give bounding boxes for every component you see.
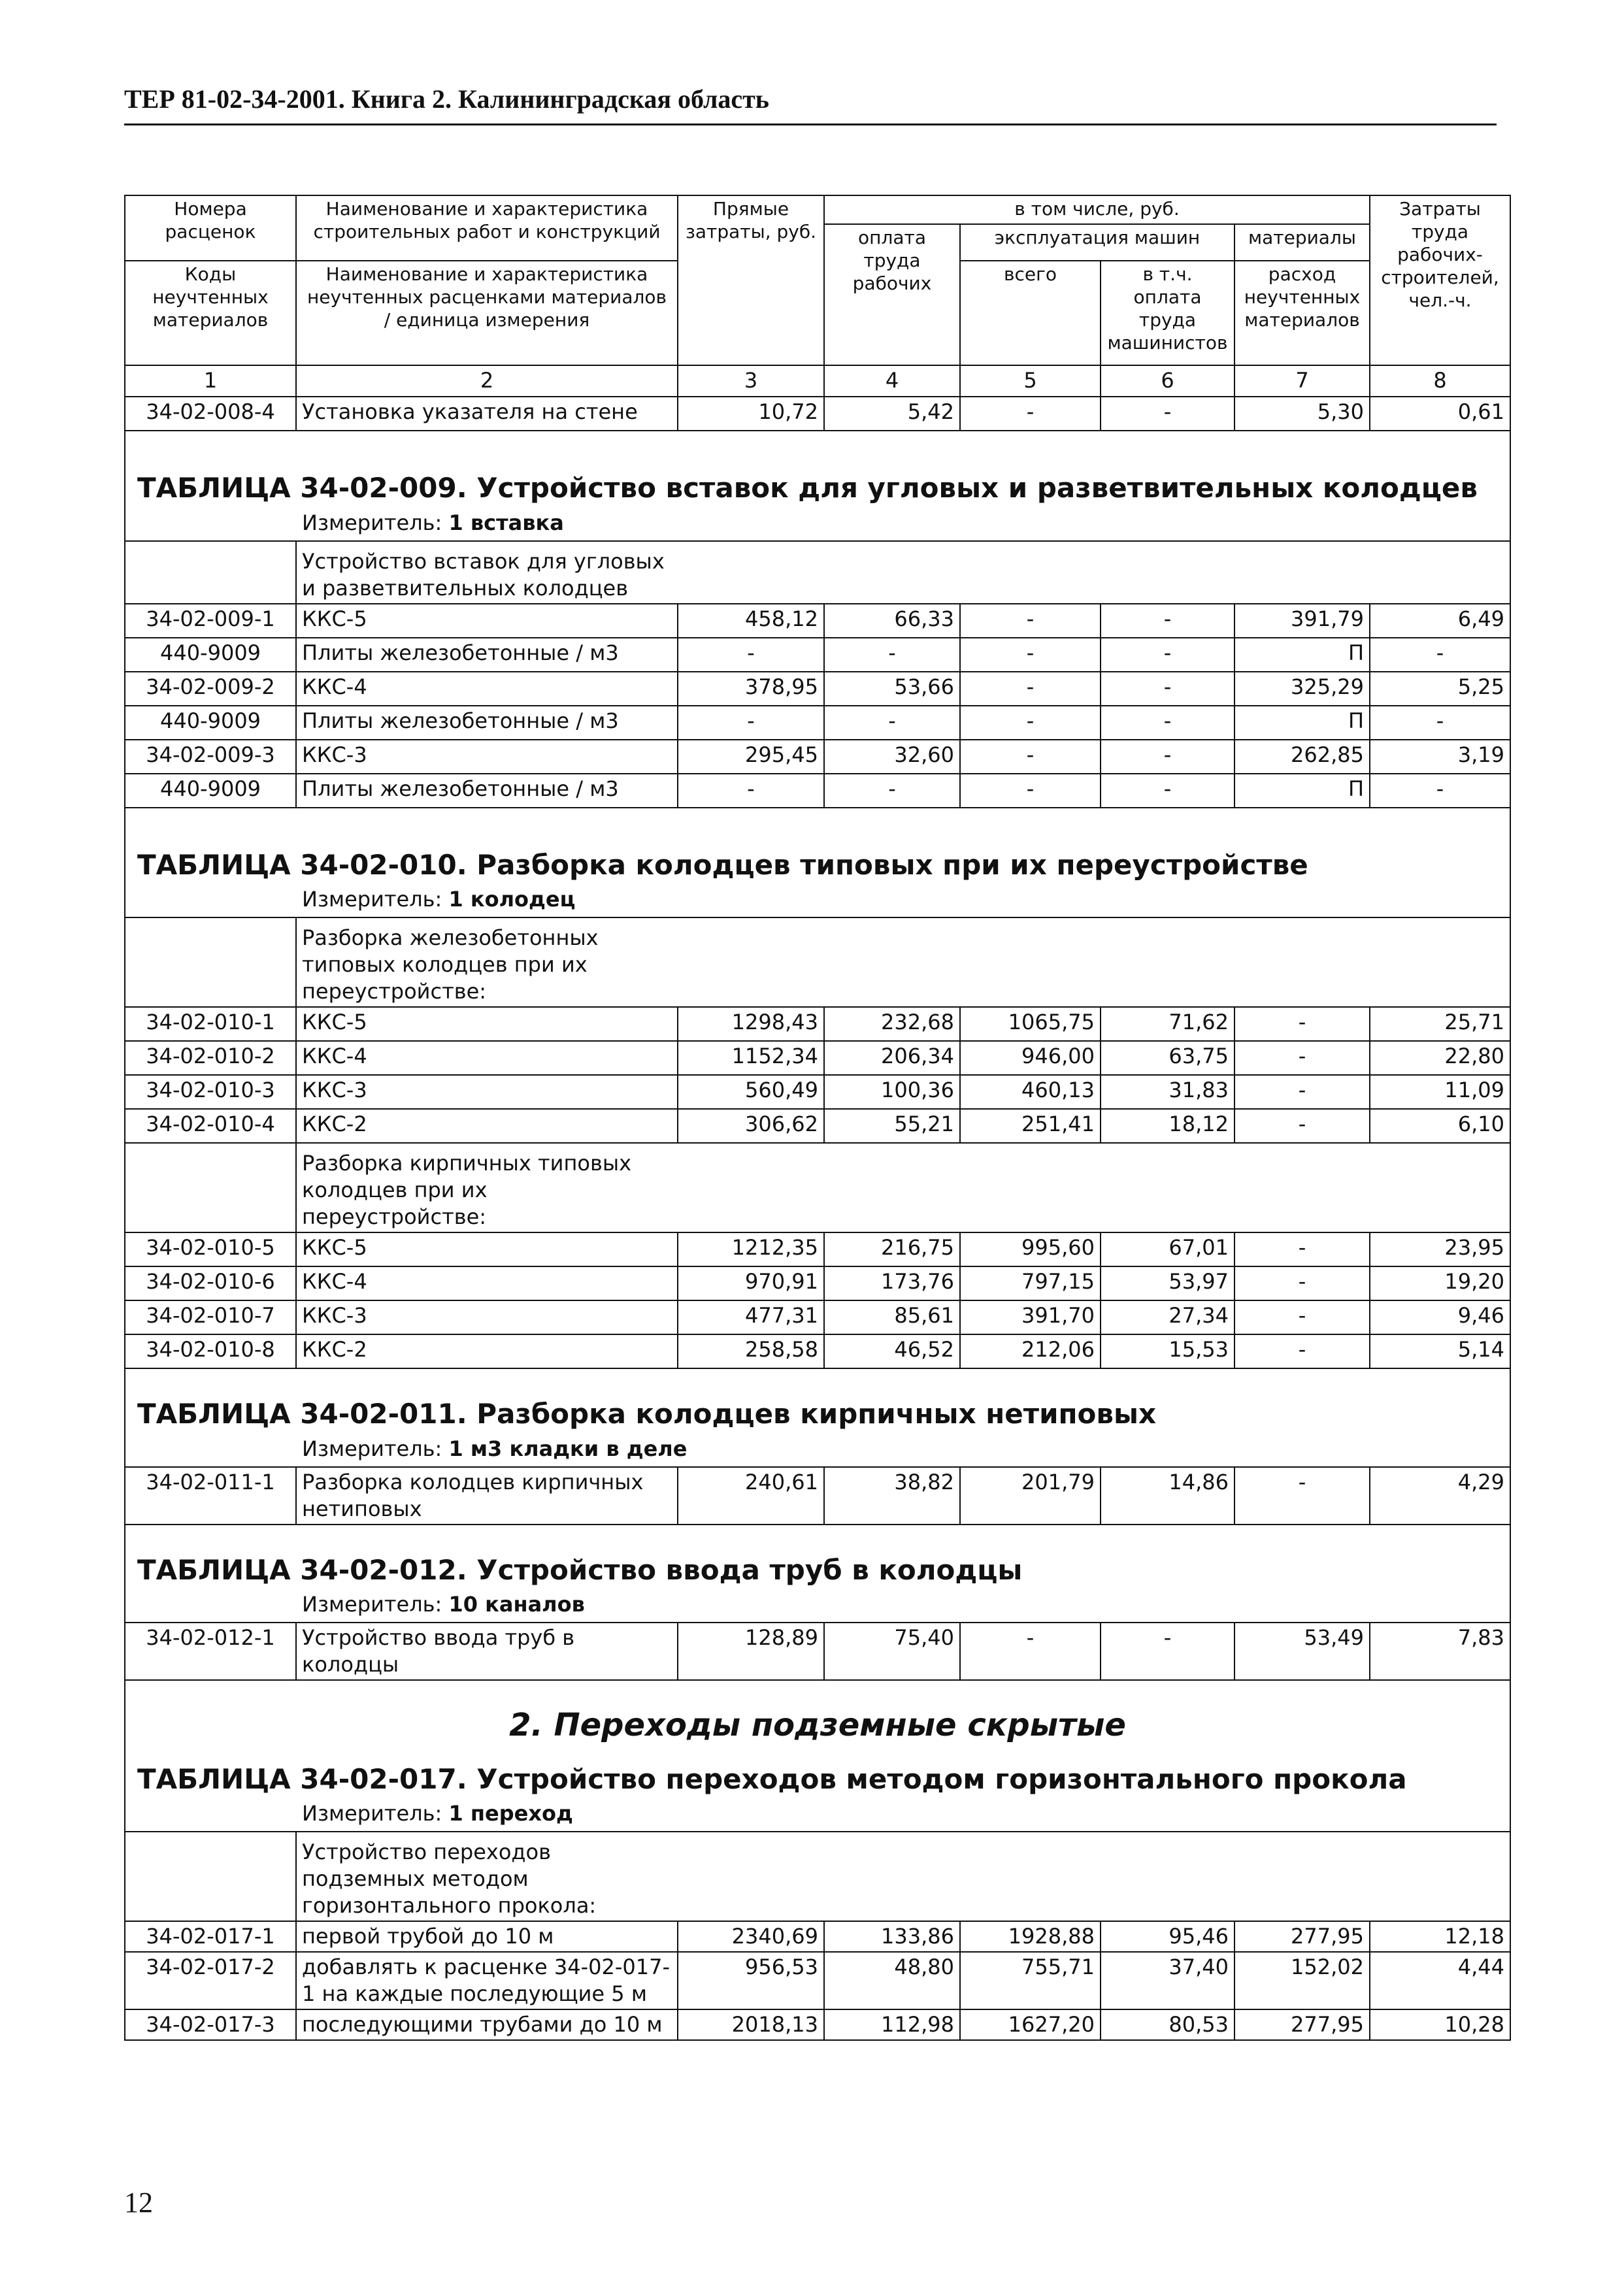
cell-value: 48,80	[824, 1952, 960, 2009]
cell-value: 4,29	[1370, 1467, 1510, 1525]
cell-value: 240,61	[678, 1467, 824, 1525]
cell-value: 10,72	[678, 397, 824, 431]
cell-value: -	[678, 774, 824, 808]
group-title-text: Устройство переходов подземных методом горизонтального прокола:	[302, 1839, 597, 1919]
cell-name: ККС-5	[296, 604, 678, 638]
cell-value: 27,34	[1101, 1300, 1235, 1334]
cell-value: 112,98	[824, 2009, 960, 2040]
cell-value: 32,60	[824, 740, 960, 774]
group-row	[125, 917, 1510, 1007]
cell-value: 295,45	[678, 740, 824, 774]
column-number: 1	[125, 365, 296, 397]
cell-value: 1298,43	[678, 1007, 824, 1041]
cell-value: -	[1370, 638, 1510, 672]
cell-value: -	[1235, 1467, 1370, 1525]
cell-value: 37,40	[1101, 1952, 1235, 2009]
table-row	[125, 1041, 1510, 1075]
cell-value: П	[1235, 638, 1370, 672]
table-row	[125, 706, 1510, 740]
cell-value: 1152,34	[678, 1041, 824, 1075]
cell-value: -	[824, 774, 960, 808]
cell-code: 34-02-010-4	[125, 1109, 296, 1143]
cell-value: -	[1101, 397, 1235, 431]
group-title	[296, 1143, 1510, 1232]
group-title-text: Устройство вставок для угловых и разветвительных колодцев	[302, 548, 665, 601]
measure-label: Измеритель:	[302, 1436, 449, 1461]
column-number: 3	[678, 365, 824, 397]
group-title-text: Разборка железобетонных типовых колодцев при их переустройстве:	[302, 925, 599, 1004]
header-oplata-truda: оплата труда рабочих	[824, 224, 960, 365]
cell-code: 34-02-009-1	[125, 604, 296, 638]
cell-value: 560,49	[678, 1075, 824, 1109]
cell-value: 2340,69	[678, 1921, 824, 1952]
cell-value: 10,28	[1370, 2009, 1510, 2040]
cell-code: 34-02-008-4	[125, 397, 296, 431]
table-017-header	[125, 1751, 1510, 1832]
cell-value: -	[960, 604, 1101, 638]
cell-name: добавлять к расценке 34-02-017-1 на каждые последующие 5 м	[296, 1952, 678, 2009]
table-row	[125, 2009, 1510, 2040]
cell-value: 85,61	[824, 1300, 960, 1334]
cell-value: 1065,75	[960, 1007, 1101, 1041]
table-row	[125, 672, 1510, 706]
cell-code: 34-02-010-2	[125, 1041, 296, 1075]
measure-label: Измеритель:	[302, 510, 449, 535]
table-012-measure	[131, 1587, 1504, 1621]
cell-value: -	[678, 638, 824, 672]
cell-value: -	[960, 706, 1101, 740]
cell-value: 5,14	[1370, 1334, 1510, 1368]
cell-value: 277,95	[1235, 1921, 1370, 1952]
column-number: 5	[960, 365, 1101, 397]
cell-value: -	[1235, 1266, 1370, 1300]
table-row	[125, 1334, 1510, 1368]
header-nomera: Номера расценок	[125, 195, 296, 261]
cell-name: Разборка колодцев кирпичных нетиповых	[296, 1467, 678, 1525]
cell-value: 38,82	[824, 1467, 960, 1525]
table-009-header	[125, 431, 1510, 541]
cell-value: 11,09	[1370, 1075, 1510, 1109]
cell-code: 34-02-010-6	[125, 1266, 296, 1300]
measure-value: 10 каналов	[448, 1592, 585, 1617]
table-012-header	[125, 1525, 1510, 1623]
cell-value: 53,49	[1235, 1623, 1370, 1680]
cell-value: П	[1235, 774, 1370, 808]
cell-value: 80,53	[1101, 2009, 1235, 2040]
table-012-body	[125, 1525, 1510, 1681]
measure-label: Измеритель:	[302, 1592, 449, 1617]
cell-value: 7,83	[1370, 1623, 1510, 1680]
cell-value: 251,41	[960, 1109, 1101, 1143]
cell-code: 34-02-010-3	[125, 1075, 296, 1109]
cell-value: 970,91	[678, 1266, 824, 1300]
cell-value: 12,18	[1370, 1921, 1510, 1952]
cell-value: -	[1370, 706, 1510, 740]
cell-value: -	[1101, 706, 1235, 740]
cell-value: 25,71	[1370, 1007, 1510, 1041]
cell-value: 1627,20	[960, 2009, 1101, 2040]
cell-value: -	[960, 774, 1101, 808]
header-kody: Коды неучтенных материалов	[125, 261, 296, 365]
cell-value: 133,86	[824, 1921, 960, 1952]
cell-value: 22,80	[1370, 1041, 1510, 1075]
table-011-measure	[131, 1432, 1504, 1465]
cell-code: 34-02-010-7	[125, 1300, 296, 1334]
table-row	[125, 740, 1510, 774]
cell-value: 66,33	[824, 604, 960, 638]
group-title	[296, 1832, 1510, 1921]
table-row	[125, 1623, 1510, 1680]
column-number: 4	[824, 365, 960, 397]
cell-value: 206,34	[824, 1041, 960, 1075]
cell-empty	[125, 1832, 296, 1921]
cell-value: 31,83	[1101, 1075, 1235, 1109]
cell-code: 34-02-009-3	[125, 740, 296, 774]
cell-value: -	[824, 638, 960, 672]
cell-value: 458,12	[678, 604, 824, 638]
cell-code: 34-02-012-1	[125, 1623, 296, 1680]
column-number: 2	[296, 365, 678, 397]
cell-value: -	[1235, 1334, 1370, 1368]
cell-code: 34-02-009-2	[125, 672, 296, 706]
cell-value: 391,70	[960, 1300, 1101, 1334]
cell-value: 53,66	[824, 672, 960, 706]
cell-code: 34-02-011-1	[125, 1467, 296, 1525]
cell-value: 1212,35	[678, 1232, 824, 1266]
cell-value: -	[960, 672, 1101, 706]
measure-value: 1 переход	[448, 1801, 573, 1826]
price-table	[124, 195, 1511, 2041]
cell-value: -	[1235, 1007, 1370, 1041]
cell-value: 53,97	[1101, 1266, 1235, 1300]
cell-empty	[125, 917, 296, 1007]
cell-name: последующими трубами до 10 м	[296, 2009, 678, 2040]
cell-empty	[125, 541, 296, 604]
cell-value: -	[1235, 1075, 1370, 1109]
cell-value: -	[960, 740, 1101, 774]
cell-value: 5,25	[1370, 672, 1510, 706]
cell-value: 995,60	[960, 1232, 1101, 1266]
cell-name: Плиты железобетонные / м3	[296, 638, 678, 672]
cell-code: 34-02-010-8	[125, 1334, 296, 1368]
cell-code: 34-02-017-2	[125, 1952, 296, 2009]
cell-value: 378,95	[678, 672, 824, 706]
cell-value: 3,19	[1370, 740, 1510, 774]
cell-value: 4,44	[1370, 1952, 1510, 2009]
cell-name: ККС-2	[296, 1109, 678, 1143]
cell-value: 201,79	[960, 1467, 1101, 1525]
cell-name: ККС-3	[296, 740, 678, 774]
table-012-title: ТАБЛИЦА 34-02-012. Устройство ввода труб в колодцы	[137, 1553, 1023, 1586]
cell-value: 946,00	[960, 1041, 1101, 1075]
table-row	[125, 774, 1510, 808]
cell-value: 128,89	[678, 1623, 824, 1680]
table-row	[125, 1232, 1510, 1266]
column-number: 7	[1235, 365, 1370, 397]
table-row	[125, 1467, 1510, 1525]
table-row	[125, 1075, 1510, 1109]
measure-value: 1 колодец	[448, 887, 576, 912]
cell-value: 460,13	[960, 1075, 1101, 1109]
cell-name: ККС-2	[296, 1334, 678, 1368]
running-head: ТЕР 81-02-34-2001. Книга 2. Калининградская область	[124, 84, 1497, 125]
group-title	[296, 917, 1510, 1007]
cell-code: 34-02-017-1	[125, 1921, 296, 1952]
cell-name: первой трубой до 10 м	[296, 1921, 678, 1952]
cell-value: 9,46	[1370, 1300, 1510, 1334]
cell-name: ККС-4	[296, 1266, 678, 1300]
cell-value: 2018,13	[678, 2009, 824, 2040]
cell-value: 100,36	[824, 1075, 960, 1109]
header-zatraty-truda: Затраты труда рабочих-строителей, чел.-ч.	[1370, 195, 1510, 365]
table-011-header	[125, 1368, 1510, 1467]
table-010-title: ТАБЛИЦА 34-02-010. Разборка колодцев типовых при их переустройстве	[137, 848, 1308, 881]
group-title	[296, 541, 1510, 604]
cell-value: 95,46	[1101, 1921, 1235, 1952]
cell-name: ККС-4	[296, 672, 678, 706]
cell-value: -	[678, 706, 824, 740]
table-010-header	[125, 808, 1510, 918]
cell-value: -	[1101, 1623, 1235, 1680]
cell-name: ККС-4	[296, 1041, 678, 1075]
cell-value: 23,95	[1370, 1232, 1510, 1266]
cell-value: -	[1101, 604, 1235, 638]
cell-value: 173,76	[824, 1266, 960, 1300]
group-row	[125, 541, 1510, 604]
measure-value: 1 вставка	[448, 510, 564, 535]
section-2-row	[125, 1680, 1510, 1751]
cell-value: 956,53	[678, 1952, 824, 2009]
cell-value: 63,75	[1101, 1041, 1235, 1075]
cell-value: -	[1101, 672, 1235, 706]
table-row	[125, 638, 1510, 672]
cell-code: 34-02-010-5	[125, 1232, 296, 1266]
cell-name: ККС-3	[296, 1300, 678, 1334]
cell-value: -	[1235, 1041, 1370, 1075]
table-011-title: ТАБЛИЦА 34-02-011. Разборка колодцев кирпичных нетиповых	[137, 1398, 1157, 1430]
header-rashod-materialov: расход неучтенных материалов	[1235, 261, 1370, 365]
cell-value: 152,02	[1235, 1952, 1370, 2009]
cell-code: 440-9009	[125, 706, 296, 740]
cell-empty	[125, 1143, 296, 1232]
group-title-text: Разборка кирпичных типовых колодцев при их переустройстве:	[302, 1151, 632, 1230]
header-ekspluatatsiya-mashin: эксплуатация машин	[960, 224, 1235, 261]
cell-value: -	[1235, 1232, 1370, 1266]
table-009-measure	[131, 506, 1504, 539]
column-number: 8	[1370, 365, 1510, 397]
cell-value: 71,62	[1101, 1007, 1235, 1041]
header-pryamye-zatraty: Прямые затраты, руб.	[678, 195, 824, 365]
table-row	[125, 397, 1510, 431]
cell-value: 232,68	[824, 1007, 960, 1041]
group-row	[125, 1832, 1510, 1921]
group-row	[125, 1143, 1510, 1232]
table-009-body	[125, 604, 1510, 808]
cell-value: 46,52	[824, 1334, 960, 1368]
cell-name: Установка указателя на стене	[296, 397, 678, 431]
cell-code: 440-9009	[125, 774, 296, 808]
cell-value: -	[960, 1623, 1101, 1680]
table-row	[125, 1007, 1510, 1041]
cell-value: 55,21	[824, 1109, 960, 1143]
page-number: 12	[124, 2186, 153, 2219]
cell-name: ККС-3	[296, 1075, 678, 1109]
cell-value: 19,20	[1370, 1266, 1510, 1300]
cell-value: 15,53	[1101, 1334, 1235, 1368]
cell-value: 755,71	[960, 1952, 1101, 2009]
cell-value: 6,10	[1370, 1109, 1510, 1143]
header-vtch-oplata-mashinistov: в т.ч. оплата труда машинистов	[1101, 261, 1235, 365]
cell-value: 5,42	[824, 397, 960, 431]
header-materialy: материалы	[1235, 224, 1370, 261]
header-vsego: всего	[960, 261, 1101, 365]
cell-value: -	[1101, 774, 1235, 808]
cell-value: -	[960, 397, 1101, 431]
cell-code: 440-9009	[125, 638, 296, 672]
cell-code: 34-02-010-1	[125, 1007, 296, 1041]
cell-value: 306,62	[678, 1109, 824, 1143]
cell-value: 5,30	[1235, 397, 1370, 431]
cell-name: Плиты железобетонные / м3	[296, 706, 678, 740]
table-009-title: ТАБЛИЦА 34-02-009. Устройство вставок для угловых и разветвительных колодцев	[137, 472, 1478, 504]
cell-value: 277,95	[1235, 2009, 1370, 2040]
cell-value: П	[1235, 706, 1370, 740]
table-row	[125, 1952, 1510, 2009]
column-numbers-row	[125, 365, 1510, 397]
cell-value: 75,40	[824, 1623, 960, 1680]
measure-label: Измеритель:	[302, 887, 449, 912]
cell-name: ККС-5	[296, 1007, 678, 1041]
measure-value: 1 м3 кладки в деле	[448, 1436, 688, 1461]
cell-value: 258,58	[678, 1334, 824, 1368]
cell-name: ККС-5	[296, 1232, 678, 1266]
cell-value: -	[1101, 638, 1235, 672]
cell-name: Плиты железобетонные / м3	[296, 774, 678, 808]
table-row	[125, 1109, 1510, 1143]
header-naimenovanie-rabot: Наименование и характеристика строительных работ и конструкций	[296, 195, 678, 261]
cell-value: 18,12	[1101, 1109, 1235, 1143]
cell-value: 212,06	[960, 1334, 1101, 1368]
header-v-tom-chisle: в том числе, руб.	[824, 195, 1370, 224]
table-010-body	[125, 808, 1510, 1368]
table-row	[125, 604, 1510, 638]
table-row	[125, 1300, 1510, 1334]
table-row	[125, 1266, 1510, 1300]
cell-value: -	[1235, 1109, 1370, 1143]
table-017-title: ТАБЛИЦА 34-02-017. Устройство переходов методом горизонтального прокола	[137, 1762, 1407, 1795]
cell-value: 262,85	[1235, 740, 1370, 774]
cell-value: 0,61	[1370, 397, 1510, 431]
table-017-body	[125, 1751, 1510, 2040]
cell-value: 797,15	[960, 1266, 1101, 1300]
column-number: 6	[1101, 365, 1235, 397]
cell-value: -	[824, 706, 960, 740]
cell-value: 14,86	[1101, 1467, 1235, 1525]
cell-value: 391,79	[1235, 604, 1370, 638]
cell-value: -	[1370, 774, 1510, 808]
measure-label: Измеритель:	[302, 1801, 449, 1826]
cell-value: 477,31	[678, 1300, 824, 1334]
cell-value: -	[960, 638, 1101, 672]
section-2-body	[125, 1680, 1510, 1751]
cell-value: 216,75	[824, 1232, 960, 1266]
cell-name: Устройство ввода труб в колодцы	[296, 1623, 678, 1680]
table-011-body	[125, 1368, 1510, 1525]
table-017-measure	[131, 1796, 1504, 1830]
cell-value: 1928,88	[960, 1921, 1101, 1952]
cell-value: -	[1101, 740, 1235, 774]
section-2-title: 2. Переходы подземные скрытые	[509, 1707, 1126, 1744]
cell-value: 67,01	[1101, 1232, 1235, 1266]
cell-code: 34-02-017-3	[125, 2009, 296, 2040]
table-010-measure	[131, 882, 1504, 916]
table-row	[125, 1921, 1510, 1952]
cell-value: 6,49	[1370, 604, 1510, 638]
header-naimenovanie-materialov: Наименование и характеристика неучтенных расценками материалов / единица измерения	[296, 261, 678, 365]
cell-value: 325,29	[1235, 672, 1370, 706]
cell-value: -	[1235, 1300, 1370, 1334]
